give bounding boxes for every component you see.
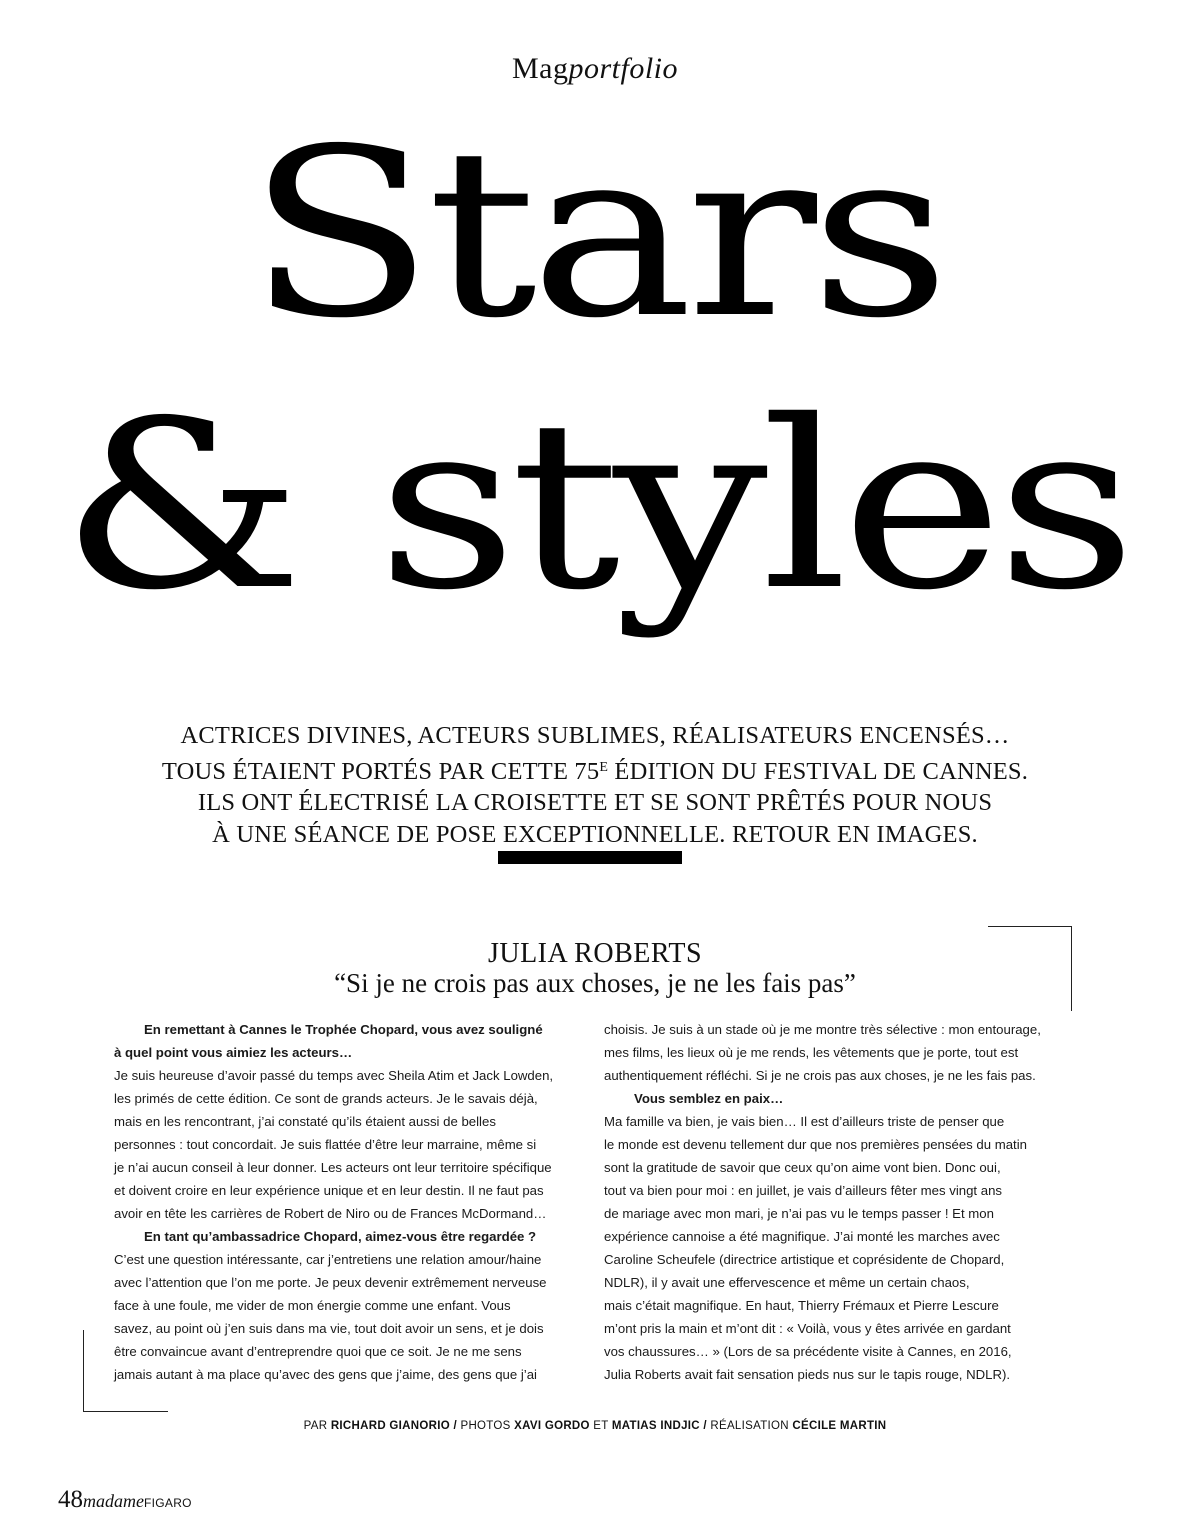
standfirst (60, 720, 1130, 850)
credit-label: PAR (303, 1420, 331, 1432)
page-number: 48 (58, 1486, 83, 1513)
body-line: avec l’attention que l’on me porte. Je peux devenir extrêmement nerveuse (114, 1275, 547, 1290)
credit-separator: / (449, 1420, 461, 1432)
body-line: Caroline Scheufele (directrice artistique et coprésidente de Chopard, (604, 1252, 1005, 1267)
credit-stylist: CÉCILE MARTIN (792, 1420, 887, 1432)
body-line: NDLR), il y avait une effervescence et même un certain chaos, (604, 1275, 970, 1290)
interview-question: à quel point vous aimiez les acteurs… (114, 1045, 353, 1060)
body-line: Je suis heureuse d’avoir passé du temps avec Sheila Atim et Jack Lowden, (114, 1068, 554, 1083)
credit-separator: / (699, 1420, 711, 1432)
credit-label: ET (589, 1420, 612, 1432)
body-line: avoir en tête les carrières de Robert de Niro ou de Frances McDormand… (114, 1206, 547, 1221)
body-line: jamais autant à ma place qu’avec des gens que j’aime, des gens que j’ai (114, 1367, 537, 1382)
article-column-right (604, 1018, 1049, 1386)
corner-bracket-bottom-left (83, 1411, 168, 1412)
body-line: Julia Roberts avait fait sensation pieds nus sur le tapis rouge, NDLR). (604, 1367, 1011, 1382)
body-line: sont la gratitude de savoir que ceux qu’on aime vont bien. Donc oui, (604, 1160, 1001, 1175)
section-kicker-mag: Mag (511, 52, 569, 85)
standfirst-line: ILS ONT ÉLECTRISÉ LA CROISETTE ET SE SONT PRÊTÉS POUR NOUS (197, 789, 993, 816)
body-line: vos chaussures… » (Lors de sa précédente visite à Cannes, en 2016, (604, 1344, 1012, 1359)
body-line: les primés de cette édition. Ce sont de grands acteurs. Je le savais déjà, (114, 1091, 538, 1106)
body-line: expérience cannoise a été magnifique. J’ai monté les marches avec (604, 1229, 1000, 1244)
credit-photographer: MATIAS INDJIC (611, 1420, 700, 1432)
interview-pull-quote: “Si je ne crois pas aux choses, je ne les fais pas” (334, 968, 856, 998)
body-line: être convaincue avant d’entreprendre quoi que ce soit. Je ne me sens (114, 1344, 522, 1359)
body-line: face à une foule, me vider de mon énergie comme une enfant. Vous (114, 1298, 511, 1313)
section-kicker-portfolio: portfolio (568, 52, 678, 85)
body-line: authentiquement réfléchi. Si je ne crois pas aux choses, je ne les fais pas. (604, 1068, 1036, 1083)
interview-question: En tant qu’ambassadrice Chopard, aimez-vous être regardée ? (144, 1229, 537, 1244)
body-line: m’ont pris la main et m’ont dit : « Voilà, vous y êtes arrivée en gardant (604, 1321, 1011, 1336)
body-line: personnes : tout concordait. Je suis flattée d’être leur marraine, même si (114, 1137, 537, 1152)
standfirst-line (60, 752, 1130, 788)
magazine-name-suffix: FIGARO (144, 1496, 192, 1510)
credit-label: RÉALISATION (710, 1420, 793, 1432)
credit-label: PHOTOS (460, 1420, 515, 1432)
interview-question: Vous semblez en paix… (634, 1091, 784, 1106)
headline-line-2: & styles (60, 371, 1130, 641)
standfirst-line: À UNE SÉANCE DE POSE EXCEPTIONNELLE. RETOUR EN IMAGES. (212, 820, 978, 848)
body-line: et doivent croire en leur expérience unique et en leur destin. Il ne faut pas (114, 1183, 544, 1198)
credit-author: RICHARD GIANORIO (330, 1420, 450, 1432)
body-line: mes films, les lieux où je me rends, les vêtements que je porte, tout est (604, 1045, 1019, 1060)
body-line: savez, au point où j’en suis dans ma vie, tout doit avoir un sens, et je dois (114, 1321, 544, 1336)
credit-photographer: XAVI GORDO (514, 1420, 590, 1432)
standfirst-text: ÉDITION DU FESTIVAL DE CANNES. (608, 757, 1029, 785)
body-line: mais en les rencontrant, j’ai constaté qu’ils étaient aussi de belles (114, 1114, 496, 1129)
interview-question: En remettant à Cannes le Trophée Chopard, vous avez souligné (144, 1022, 543, 1037)
headline-line-1: Stars (246, 99, 944, 369)
section-kicker (0, 52, 1190, 86)
standfirst-line: ACTRICES DIVINES, ACTEURS SUBLIMES, RÉALISATEURS ENCENSÉS… (180, 722, 1010, 749)
article-credits (0, 1420, 1190, 1432)
body-line: C’est une question intéressante, car j’entretiens une relation amour/haine (114, 1252, 542, 1267)
body-line: je n’ai aucun conseil à leur donner. Les acteurs ont leur territoire spécifique (114, 1160, 552, 1175)
body-line: de mariage avec mon mari, je n’ai pas vu le temps passer ! Et mon (604, 1206, 994, 1221)
body-line: le monde est devenu tellement dur que nos premières pensées du matin (604, 1137, 1027, 1152)
interview-subject-name: JULIA ROBERTS (487, 938, 703, 969)
body-line: Ma famille va bien, je vais bien… Il est d’ailleurs triste de penser que (604, 1114, 1005, 1129)
ordinal-superscript: E (599, 759, 609, 775)
corner-bracket-bottom-left (83, 1330, 84, 1412)
body-line: choisis. Je suis à un stade où je me montre très sélective : mon entourage, (604, 1022, 1041, 1037)
article-column-left (114, 1018, 559, 1386)
magazine-name: madame (83, 1491, 144, 1511)
standfirst-text: TOUS ÉTAIENT PORTÉS PAR CETTE 75 (161, 757, 600, 785)
page-folio (58, 1486, 192, 1514)
corner-bracket-top-right (988, 926, 1072, 927)
section-divider-bar (498, 851, 682, 864)
body-line: tout va bien pour moi : en juillet, je vais d’ailleurs fêter mes vingt ans (604, 1183, 1003, 1198)
body-line: mais c’était magnifique. En haut, Thierry Frémaux et Pierre Lescure (604, 1298, 999, 1313)
